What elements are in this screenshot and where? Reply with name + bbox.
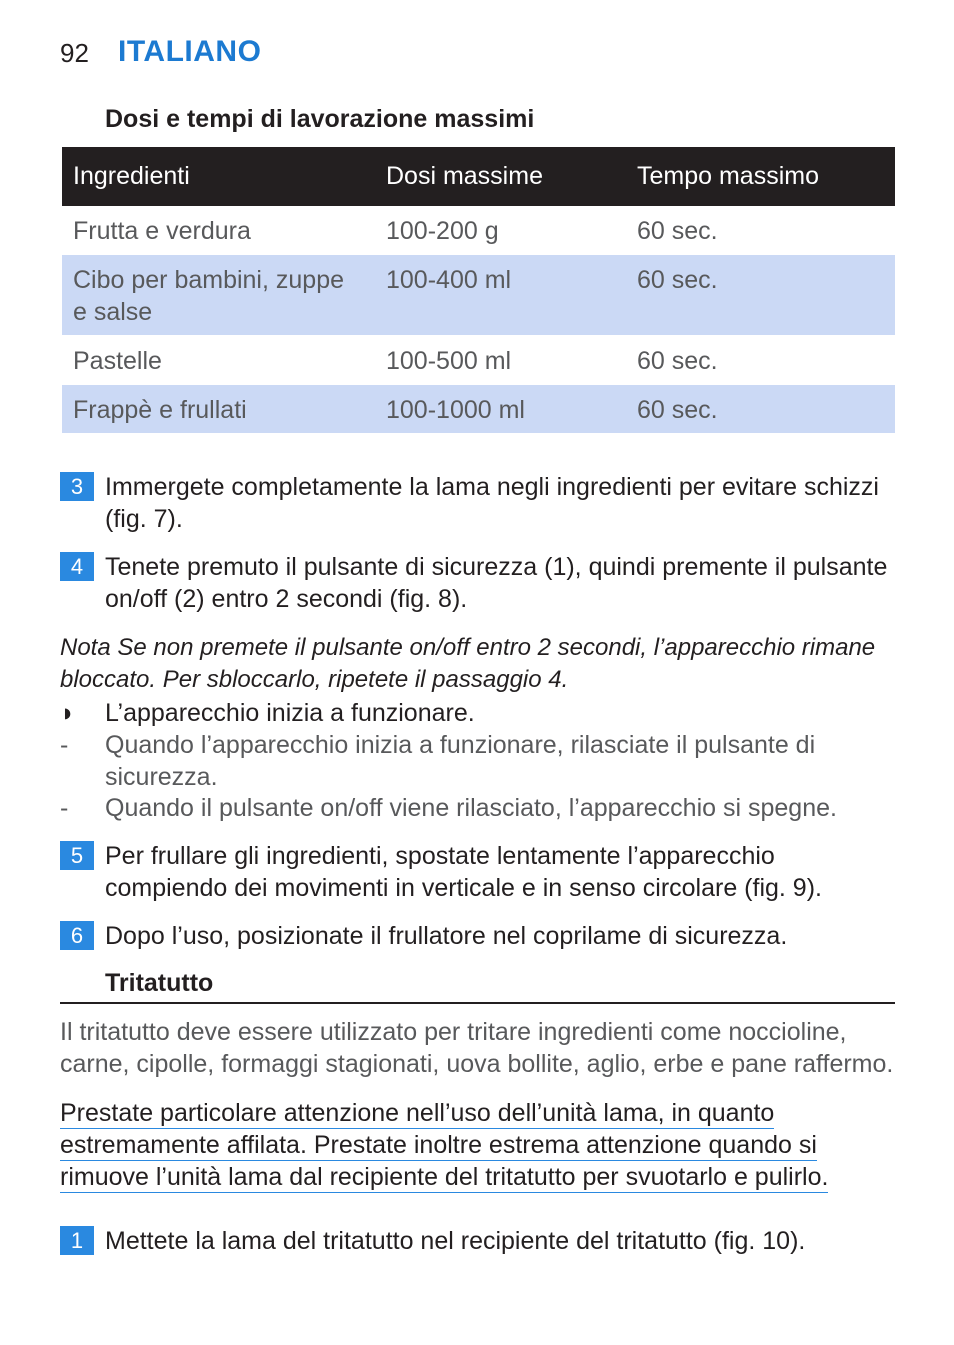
step-text: Mettete la lama del tritatutto nel recipiente del tritatutto (fig. 10). [105, 1227, 806, 1255]
step-3 [60, 471, 900, 535]
table-cell: Frappè e frullati [62, 385, 375, 434]
warning-block [60, 1097, 900, 1193]
dash-item [60, 792, 910, 824]
step-number-badge: 3 [60, 472, 94, 501]
step-text: Dopo l’uso, posizionate il frullatore nel coprilame di sicurezza. [105, 922, 788, 950]
table-cell: 60 sec. [626, 336, 895, 385]
dash-marker: - [60, 794, 69, 822]
step-number-badge: 1 [60, 1226, 94, 1255]
step-4 [60, 551, 900, 615]
step-5 [60, 840, 900, 904]
page-number: 92 [60, 38, 89, 68]
section-divider [60, 1002, 895, 1004]
dosage-table [62, 147, 895, 434]
step-1 [60, 1225, 900, 1257]
result-bullet [60, 697, 910, 729]
note-text: Nota Se non premete il pulsante on/off entro 2 secondi, l’apparecchio rimane bloccato. Per sbloccarlo, ripetete il passaggio 4. [60, 634, 876, 693]
section-title-dosi: Dosi e tempi di lavorazione massimi [105, 105, 535, 133]
column-header: Tempo massimo [626, 147, 895, 206]
warning-line: rimuove l’unità lama dal recipiente del tritatutto per svuotarlo e pulirlo. [60, 1163, 829, 1191]
table-row [62, 336, 895, 385]
tritatutto-intro: Il tritatutto deve essere utilizzato per tritare ingredienti come noccioline, carne, cipolle, formaggi stagionati, uova bollite, aglio, erbe e pane raffermo. [60, 1018, 894, 1078]
dash-text: Quando l’apparecchio inizia a funzionare, rilasciate il pulsante di sicurezza. [105, 731, 816, 791]
dash-item [60, 729, 910, 793]
language-heading: ITALIANO [118, 35, 262, 68]
table-cell: 100-400 ml [375, 255, 626, 336]
table-row [62, 385, 895, 434]
table-row [62, 206, 895, 255]
step-number-badge: 4 [60, 552, 94, 581]
step-text: Tenete premuto il pulsante di sicurezza (1), quindi premente il pulsante on/off (2) entro 2 secondi (fig. 8). [105, 553, 888, 613]
table-cell: Pastelle [62, 336, 375, 385]
dash-marker: - [60, 731, 69, 759]
warning-line: estremamente affilata. Prestate inoltre estrema attenzione quando si [60, 1131, 817, 1159]
step-number-badge: 6 [60, 921, 94, 950]
table-cell: 100-200 g [375, 206, 626, 255]
table-cell: 60 sec. [626, 385, 895, 434]
table-cell: 60 sec. [626, 206, 895, 255]
warning-line: Prestate particolare attenzione nell’uso dell’unità lama, in quanto [60, 1099, 775, 1127]
table-cell: Frutta e verdura [62, 206, 375, 255]
column-header: Dosi massime [375, 147, 626, 206]
table-cell: 100-500 ml [375, 336, 626, 385]
section-title-tritatutto: Tritatutto [105, 969, 214, 997]
dash-text: Quando il pulsante on/off viene rilasciato, l’apparecchio si spegne. [105, 794, 837, 822]
step-6 [60, 920, 900, 952]
table-row [62, 255, 895, 336]
result-marker-icon: ◗ [60, 699, 76, 727]
table-cell: 100-1000 ml [375, 385, 626, 434]
step-number-badge: 5 [60, 841, 94, 870]
column-header: Ingredienti [62, 147, 375, 206]
result-text: L’apparecchio inizia a funzionare. [105, 699, 475, 727]
table-cell: 60 sec. [626, 255, 895, 336]
table-cell: Cibo per bambini, zuppe e salse [62, 255, 375, 336]
step-text: Immergete completamente la lama negli ingredienti per evitare schizzi (fig. 7). [105, 473, 879, 533]
step-text: Per frullare gli ingredienti, spostate lentamente l’apparecchio compiendo dei movimenti in verticale e in senso circolare (fig. 9). [105, 842, 822, 902]
table-header-row [62, 147, 895, 206]
